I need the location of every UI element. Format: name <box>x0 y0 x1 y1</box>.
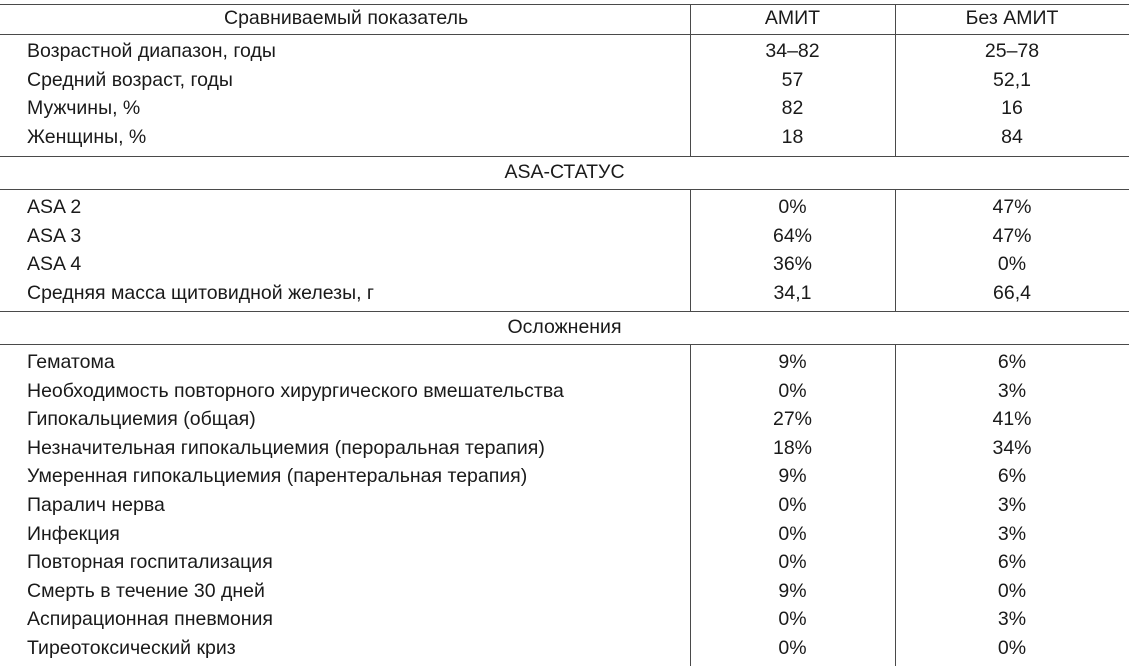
col-divider <box>690 4 691 34</box>
col-divider <box>690 34 691 156</box>
rule-header <box>0 34 1129 35</box>
value-amit: 0% <box>778 637 807 659</box>
value-amit: 27% <box>772 408 813 431</box>
value-no-amit: 3% <box>997 494 1027 516</box>
value-no-amit: 3% <box>997 379 1027 402</box>
value-amit: 34,1 <box>773 281 812 304</box>
value-amit: 9% <box>778 465 807 488</box>
rule-top <box>0 4 1129 5</box>
row-label: Гипокальциемия (общая) <box>27 408 256 431</box>
row-label: Средняя масса щитовидной железы, г <box>27 281 375 304</box>
col-divider <box>895 34 896 156</box>
row-label: Умеренная гипокальциемия (парентеральная терапия) <box>27 465 528 488</box>
row-label: Повторная госпитализация <box>27 551 273 574</box>
row-label: ASA 4 <box>27 253 82 275</box>
value-no-amit: 3% <box>997 522 1027 545</box>
value-amit: 0% <box>778 196 807 218</box>
header-amit: АМИТ <box>764 7 821 29</box>
section-title: Осложнения <box>507 316 622 338</box>
rule-compl-top <box>0 311 1129 312</box>
value-no-amit: 0% <box>997 637 1027 659</box>
value-amit: 36% <box>772 253 813 275</box>
rule-asa-bottom <box>0 189 1129 190</box>
header-indicator: Сравниваемый показатель <box>224 7 469 29</box>
row-label: Гематома <box>27 351 115 373</box>
value-amit: 18% <box>772 436 813 459</box>
value-amit: 0% <box>778 494 807 516</box>
value-no-amit: 25–78 <box>984 40 1040 62</box>
col-divider <box>690 344 691 666</box>
value-no-amit: 52,1 <box>993 68 1031 91</box>
value-amit: 0% <box>778 522 807 545</box>
value-no-amit: 84 <box>1001 125 1023 148</box>
value-amit: 0% <box>778 608 807 631</box>
value-no-amit: 34% <box>992 436 1032 459</box>
row-label: Аспирационная пневмония <box>27 608 273 631</box>
row-label: ASA 2 <box>27 196 82 218</box>
value-no-amit: 47% <box>992 196 1032 218</box>
row-label: Мужчины, % <box>27 97 141 119</box>
row-label: Возрастной диапазон, годы <box>27 40 276 62</box>
value-amit: 9% <box>778 351 807 373</box>
row-label: Женщины, % <box>27 125 147 148</box>
row-label: Тиреотоксический криз <box>27 637 236 659</box>
value-no-amit: 3% <box>997 608 1027 631</box>
value-no-amit: 6% <box>997 551 1027 574</box>
value-no-amit: 6% <box>997 351 1027 373</box>
header-no-amit: Без АМИТ <box>965 7 1059 29</box>
value-no-amit: 0% <box>997 253 1027 275</box>
value-amit: 57 <box>781 68 804 91</box>
value-amit: 34–82 <box>765 40 820 62</box>
row-label: Незначительная гипокальциемия (пероральная терапия) <box>27 436 545 459</box>
section-title: ASA-СТАТУС <box>504 161 625 183</box>
value-amit: 82 <box>781 97 804 119</box>
row-label: Смерть в течение 30 дней <box>27 579 265 602</box>
value-amit: 64% <box>772 224 813 247</box>
row-label: ASA 3 <box>27 224 82 247</box>
value-no-amit: 47% <box>992 224 1032 247</box>
value-no-amit: 0% <box>997 579 1027 602</box>
value-amit: 0% <box>778 379 807 402</box>
value-amit: 0% <box>778 551 807 574</box>
value-amit: 9% <box>778 579 807 602</box>
row-label: Паралич нерва <box>27 494 165 516</box>
value-no-amit: 6% <box>997 465 1027 488</box>
row-label: Необходимость повторного хирургического вмешательства <box>27 379 564 402</box>
col-divider <box>690 189 691 311</box>
col-divider <box>895 344 896 666</box>
value-no-amit: 16 <box>1001 97 1023 119</box>
col-divider <box>895 189 896 311</box>
rule-compl-bottom <box>0 344 1129 345</box>
rule-asa-top <box>0 156 1129 157</box>
row-label: Инфекция <box>27 522 120 545</box>
row-label: Средний возраст, годы <box>27 68 233 91</box>
value-no-amit: 66,4 <box>993 281 1031 304</box>
col-divider <box>895 4 896 34</box>
value-no-amit: 41% <box>992 408 1032 431</box>
value-amit: 18 <box>781 125 804 148</box>
